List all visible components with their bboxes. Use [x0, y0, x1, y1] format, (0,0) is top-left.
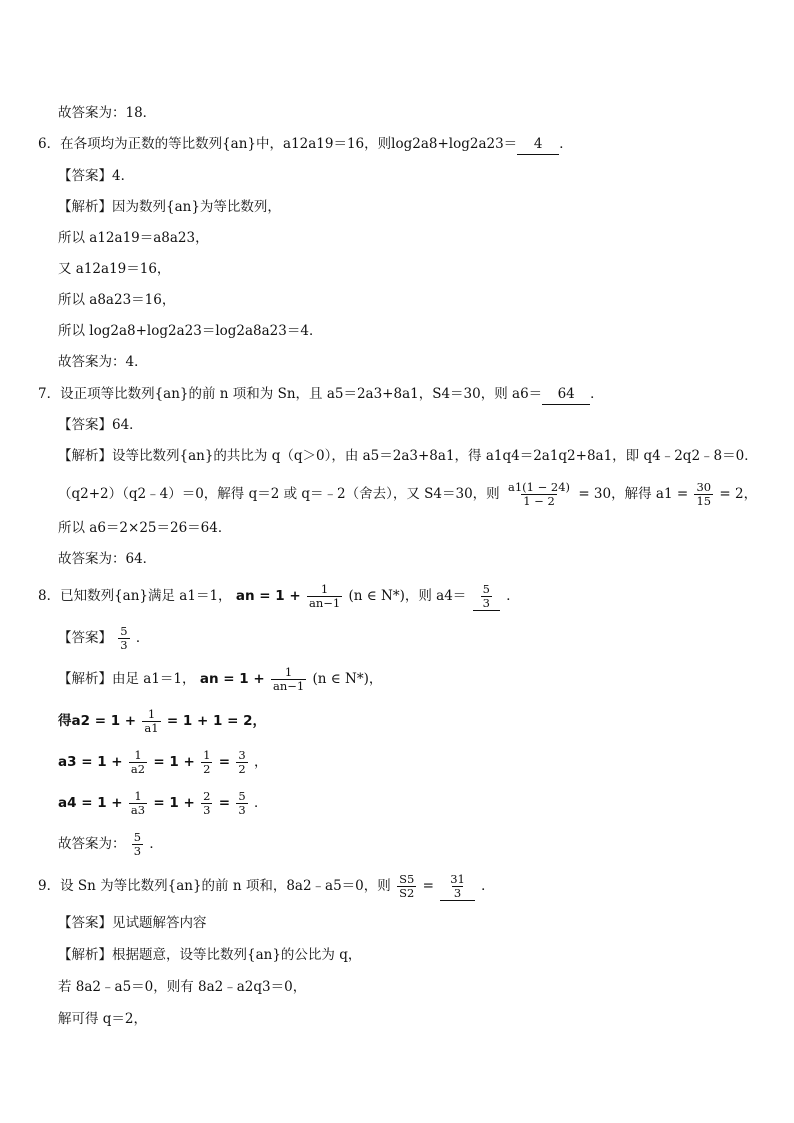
a8-analysis-1 [58, 661, 382, 697]
a7-l2c: = 2， [719, 486, 758, 502]
q8-prefix: 8．已知数列{an}满足 a1＝1， [38, 588, 232, 604]
a8-l4b: = 1 + [153, 795, 195, 811]
a7-sum-fraction-num: a1(1 − 24) [507, 480, 571, 494]
q9-frac-den: S2 [399, 886, 415, 900]
a8-l5-label: 故答案为： [58, 836, 126, 852]
a8-l3b: = 1 + [153, 754, 195, 770]
q9-end: ． [481, 878, 495, 894]
a8-l3c: = [218, 754, 231, 770]
a8-analysis-2 [58, 703, 266, 739]
q8-blank-num: 5 [482, 581, 490, 596]
a8-answer-den: 3 [120, 638, 128, 652]
a8-analysis-4 [58, 785, 267, 821]
a8-l4-den2: 3 [203, 803, 211, 817]
a8-l3d: ， [253, 754, 268, 770]
a6-analysis-3: 又 a12a19＝16， [58, 261, 171, 277]
a8-l3-den2: 2 [203, 762, 211, 776]
question-8 [38, 578, 520, 614]
a8-l4c: = [218, 795, 231, 811]
a8-l3-fraction-3 [236, 749, 247, 776]
a7-analysis-1: 【解析】设等比数列{an}的共比为 q（q＞0），由 a5＝2a3+8a1，得 a1q4＝2a1q2+8a1，即 q4﹣2q2﹣8＝0． [58, 448, 758, 464]
q7-answer-blank: 64 [542, 384, 590, 405]
q8-recurrence-fraction [307, 583, 342, 610]
a8-l2-den: a1 [144, 721, 159, 735]
a6-analysis-1: 【解析】因为数列{an}为等比数列， [58, 199, 281, 215]
a6-analysis-4: 所以 a8a23＝16， [58, 292, 176, 308]
a8-l1-prefix: 【解析】由足 a1＝1， [58, 671, 196, 687]
q8-frac-num: 1 [320, 582, 329, 596]
a9-analysis-3: 解可得 q＝2， [58, 1011, 148, 1027]
q6-mid: 中，a12a19＝16，则log2a8+log2a23＝ [256, 136, 518, 152]
a7-a1-fraction-num: 30 [696, 480, 712, 494]
q8-blank-den: 3 [482, 595, 490, 610]
a8-analysis-3 [58, 744, 267, 780]
q9-prefix: 9．设 Sn 为等比数列{an}的前 n 项和，8a2﹣a5＝0，则 [38, 878, 391, 894]
q6-end: ． [559, 136, 573, 152]
q9-blank-den: 3 [453, 885, 462, 900]
q7-end: ． [590, 386, 604, 402]
a8-l4-num3: 5 [238, 789, 246, 803]
q6-seq: {an} [222, 136, 257, 152]
a7-answer: 【答案】64． [58, 417, 143, 433]
a8-l3-num1: 1 [134, 748, 142, 762]
a6-analysis-6: 故答案为：4． [58, 354, 148, 370]
a7-analysis-2 [58, 476, 757, 512]
question-7 [38, 384, 604, 405]
a9-answer: 【答案】见试题解答内容 [58, 915, 207, 931]
a8-l3-den3: 2 [238, 762, 246, 776]
a7-analysis-4: 故答案为：64． [58, 551, 157, 567]
q8-end: ． [506, 588, 520, 604]
a8-answer [58, 620, 149, 656]
a9-analysis-2: 若 8a2﹣a5＝0，则有 8a2﹣a2q3＝0， [58, 979, 307, 995]
q9-answer-blank [440, 873, 475, 901]
a8-l3-num2: 1 [203, 748, 211, 762]
q9-eq: = [422, 878, 434, 894]
a8-l3-fraction-1 [129, 749, 147, 776]
a7-a1-fraction [694, 481, 713, 508]
a8-l1-den: an−1 [272, 679, 305, 693]
a8-l5-end: ． [149, 836, 163, 852]
a8-l4-den1: a3 [130, 803, 146, 817]
a8-l2-num: 1 [147, 707, 156, 721]
a8-l3-num3: 3 [238, 748, 246, 762]
a8-l4-fraction-1 [129, 790, 147, 817]
a8-l1-num: 1 [284, 665, 293, 679]
q9-frac-num: S5 [399, 872, 415, 886]
a7-analysis-3: 所以 a6＝2×25＝26＝64． [58, 520, 232, 536]
q6-prefix: 6．在各项均为正数的等比数列 [38, 136, 223, 152]
a9-analysis-1: 【解析】根据题意，设等比数列{an}的公比为 q， [58, 947, 362, 963]
a8-l5-den: 3 [133, 844, 142, 858]
a8-answer-end: ． [135, 630, 150, 646]
a8-l4-den3: 3 [238, 803, 246, 817]
q8-frac-den: an−1 [308, 596, 341, 610]
prev-answer-line: 故答案为：18． [58, 105, 157, 121]
a8-l5-fraction [132, 831, 143, 858]
a7-l2b: = 30，解得 a1 = [578, 486, 689, 502]
a8-l4-num1: 1 [134, 789, 142, 803]
q8-answer-blank [473, 583, 500, 611]
a8-l5-num: 5 [133, 830, 142, 844]
q6-answer-blank: 4 [517, 134, 559, 155]
a8-l2a: 得a2 = 1 + [58, 713, 137, 729]
a8-answer-num: 5 [120, 624, 128, 638]
a8-answer-fraction [118, 625, 129, 652]
q9-blank-num: 31 [450, 871, 465, 886]
q7-text: 7．设正项等比数列{an}的前 n 项和为 Sn，且 a5＝2a3+8a1，S4＝30，则 a6＝ [38, 386, 543, 402]
a8-l1-fraction [271, 666, 306, 693]
q9-ratio-fraction [397, 873, 416, 900]
a8-l1-formula: an = 1 + [199, 671, 265, 687]
a7-sum-fraction-den: 1 − 2 [523, 494, 555, 508]
a8-answer-label: 【答案】 [58, 630, 112, 646]
a7-l2a: （q2+2）（q2﹣4）＝0，解得 q＝2 或 q＝﹣2（舍去），又 S4＝30，则 [58, 486, 500, 502]
a8-l3-fraction-2 [201, 749, 212, 776]
a8-l4-fraction-3 [236, 790, 247, 817]
a6-analysis-5: 所以 log2a8+log2a23＝log2a8a23＝4． [58, 323, 323, 339]
a8-l4a: a4 = 1 + [58, 795, 123, 811]
a8-l3-den1: a2 [130, 762, 146, 776]
a8-l3a: a3 = 1 + [58, 754, 123, 770]
a8-analysis-5 [58, 826, 163, 862]
q8-formula-rhs: (n ∈ N*)，则 a4＝ [348, 588, 467, 604]
q8-formula-lhs: an = 1 + [235, 588, 301, 604]
question-9 [38, 868, 495, 904]
a6-answer: 【答案】4． [58, 168, 135, 184]
a8-l4d: ． [253, 795, 268, 811]
question-6 [38, 134, 573, 155]
a8-l2-fraction [142, 708, 160, 735]
a7-a1-fraction-den: 15 [696, 494, 712, 508]
a6-analysis-2: 所以 a12a19＝a8a23， [58, 230, 209, 246]
a8-l2b: = 1 + 1 = 2， [166, 713, 267, 729]
a8-l4-num2: 2 [203, 789, 211, 803]
a7-sum-fraction [506, 481, 572, 508]
a8-l4-fraction-2 [201, 790, 212, 817]
a8-l1-rhs: (n ∈ N*)， [312, 671, 383, 687]
